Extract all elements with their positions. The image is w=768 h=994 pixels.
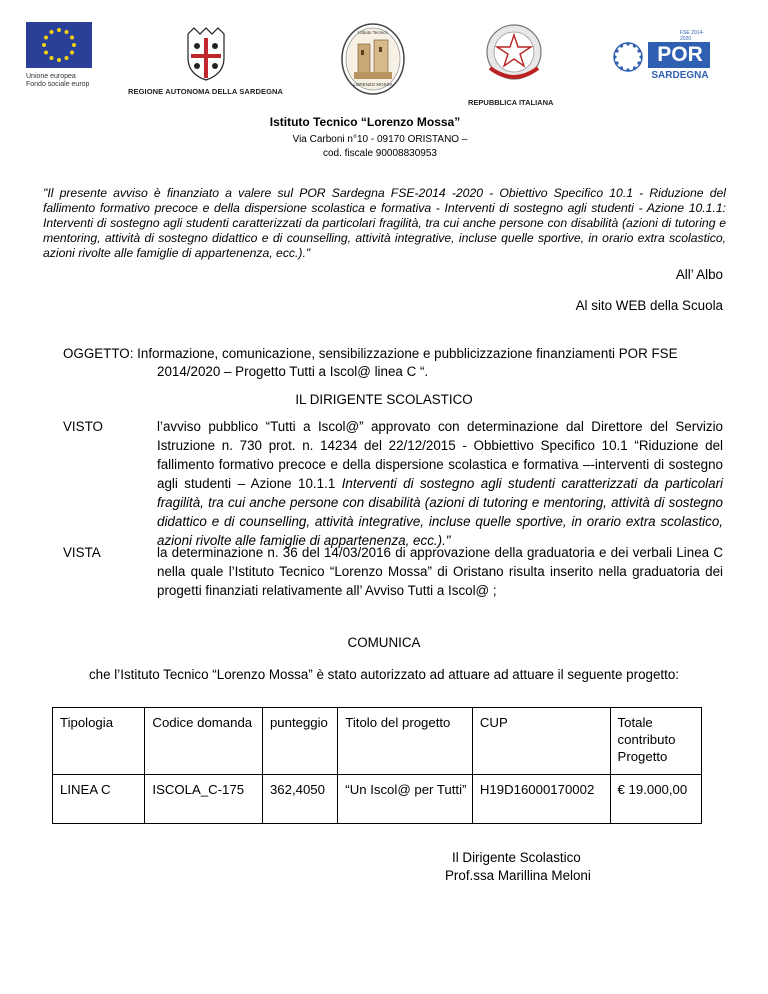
signature-role: Il Dirigente Scolastico xyxy=(452,850,581,865)
cell-totale: € 19.000,00 xyxy=(610,775,701,824)
visto-text-italic: Interventi di sostegno agli studenti caratterizzati da particolari fragilità, tra cui anche persone con disabilità (azioni di tutoring e mentoring, attività di sostegno didattico e di counselling, attività integrative, incluse quelle sportive, in orario extra scolastico, azioni rivolte alle famiglie di appartenenza, ecc.)." xyxy=(157,476,724,548)
signature-name: Prof.ssa Marillina Meloni xyxy=(445,868,591,883)
sardegna-label: REGIONE AUTONOMA DELLA SARDEGNA xyxy=(128,87,284,96)
table-row xyxy=(53,775,702,824)
eu-logo xyxy=(26,22,98,90)
por-years: FSE 2014-2020 xyxy=(680,30,704,42)
school-fiscal-code: cod. fiscale 90008830953 xyxy=(323,148,437,159)
eu-label-1: Unione europea xyxy=(26,73,76,80)
por-sub: SARDEGNA xyxy=(651,70,709,81)
por-logo xyxy=(612,28,712,86)
header-tipologia: Tipologia xyxy=(53,708,145,775)
funding-notice: "Il presente avviso è finanziato a valere sul POR Sardegna FSE-2014 -2020 - Obiettivo Specifico 10.1 - Riduzione del fallimento formativo precoce e della dispersione scolastica e formativa - Interventi di sostegno agli studenti - Azione 10.1.1: Interventi di sostegno agli studenti caratterizzati da particolari fragilità, tra cui anche persone con disabilità (azioni di tutoring e mentoring, attività di sostegno didattico e di counselling, attività integrative, incluse quelle sportive, in orario extra scolastico, azioni rivolte alle famiglie di appartenenza, ecc.)." xyxy=(43,186,726,260)
school-address: Via Carboni n°10 - 09170 ORISTANO – xyxy=(292,134,468,145)
vista-text: la determinazione n. 36 del 14/03/2016 di approvazione della graduatoria e dei verbali Linea C nella quale l’Istituto Tecnico “Lorenzo Mossa” di Oristano risulta inserito nella graduatoria dei progetti finanziati relativamente all’ Avviso Tutti a Iscol@ ; xyxy=(157,545,723,598)
eu-label-2: Fondo sociale europ xyxy=(26,81,90,88)
republic-logo xyxy=(468,22,586,108)
school-logo-top-text: Istituto Tecnico xyxy=(358,30,388,35)
cell-punteggio: 362,4050 xyxy=(262,775,337,824)
por-text: POR xyxy=(657,43,703,66)
visto-text xyxy=(157,417,723,550)
cell-cup: H19D16000170002 xyxy=(472,775,610,824)
comunica-heading: COMUNICA xyxy=(347,635,421,650)
header-cup: CUP xyxy=(472,708,610,775)
heading-dirigente: IL DIRIGENTE SCOLASTICO xyxy=(295,392,473,407)
table-header-row xyxy=(53,708,702,775)
header-punteggio: punteggio xyxy=(262,708,337,775)
sardegna-crest-icon xyxy=(128,26,288,82)
sardegna-logo xyxy=(128,26,288,96)
statement: che l’Istituto Tecnico “Lorenzo Mossa” è stato autorizzato ad attuare ad attuare il seguente progetto: xyxy=(88,667,680,682)
visto-text-plain: l’avviso pubblico “Tutti a Iscol@” approvato con determinazione dal Direttore del Servizio Istruzione n. 730 prot. n. 14234 del 22/12/2015 - Obbiettivo Specifico 10.1 “Riduzione del fallimento formativo precoce e della dispersione scolastica e formativa –-interventi di sostegno agli studenti – Azione 10.1.1 xyxy=(157,419,723,491)
cell-tipologia: LINEA C xyxy=(53,775,145,824)
cell-titolo: “Un Iscol@ per Tutti” xyxy=(338,775,473,824)
header-codice: Codice domanda xyxy=(145,708,263,775)
vista-label: VISTA xyxy=(63,545,101,560)
header-titolo: Titolo del progetto xyxy=(338,708,473,775)
subject-line-2: 2014/2020 – Progetto Tutti a Iscol@ linea C “. xyxy=(157,364,429,379)
school-name: Istituto Tecnico “Lorenzo Mossa” xyxy=(269,115,461,129)
recipient-albo: All’ Albo xyxy=(675,267,723,282)
eu-flag-icon xyxy=(26,22,92,68)
cell-codice: ISCOLA_C-175 xyxy=(145,775,263,824)
school-logo-bottom-text: LORENZO MOSSA xyxy=(353,82,393,87)
republic-label: REPUBBLICA ITALIANA xyxy=(468,98,554,107)
italian-emblem-icon xyxy=(484,22,544,86)
recipient-web: Al sito WEB della Scuola xyxy=(575,298,723,313)
project-table xyxy=(52,707,702,824)
visto-label: VISTO xyxy=(63,419,103,434)
subject-line-1: OGGETTO: Informazione, comunicazione, sensibilizzazione e pubblicizzazione finanziamenti POR FSE xyxy=(63,346,678,361)
header-totale: Totale contributo Progetto xyxy=(610,708,701,775)
school-logo xyxy=(340,22,406,96)
